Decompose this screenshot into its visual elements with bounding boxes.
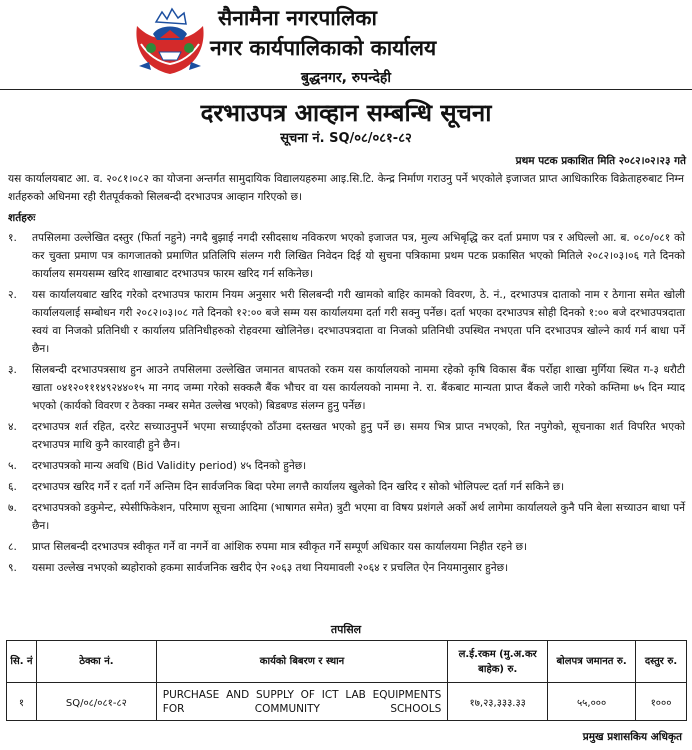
cell-bid-security: ५५,००० — [548, 683, 636, 721]
header-sn: सि. नं — [7, 641, 37, 683]
org-name: सैनामैना नगरपालिका — [218, 6, 377, 30]
header-fee: दस्तुर रु. — [636, 641, 687, 683]
term-item — [8, 361, 685, 415]
term-item — [8, 418, 685, 454]
notice-title: दरभाउपत्र आव्हान सम्बन्धि सूचना — [200, 99, 492, 127]
term-number: ५. — [8, 460, 17, 472]
intro-paragraph: यस कार्यालयबाट आ. व. २०८१।०८२ का योजना अन्तर्गत सामुदायिक विद्यालयहरुमा आइ.सि.टि. केन्द्र निर्माण गराउनु पर्ने भएकोले इजाजत प्राप्त आधिकारिक विक्रेताहरुबाट निम्न शर्तहरुको अधिनमा रही रीतपूर्वकको सिलबन्दी दरभाउपत्र आव्हान गरिएको छ। — [8, 173, 684, 203]
term-number: ७. — [8, 502, 17, 514]
term-item — [8, 478, 685, 496]
header-estimate: ल.ई.रकम (मु.अ.कर बाहेक) रु. — [448, 641, 548, 683]
term-number: ८. — [8, 541, 17, 553]
terms-list — [8, 229, 685, 580]
term-number: ९. — [8, 562, 17, 574]
term-text: यस कार्यालयबाट खरिद गरेको दरभाउपत्र फाराम नियम अनुसार भरी सिलबन्दी गरी खामको बाहिर कामको विवरण, ठे. नं., दरभाउपत्र दाताको नाम र ठेगाना समेत खोली कार्यालयलाई सम्बोधन गरी २०८२।०३।०८ गते दिनको १२:०० बजे सम्म यस कार्यालयमा दर्ता गरी सक्नु पर्नेछ। दर्ता भएका दरभाउपत्र सोही दिनको १:०० बजे दरभाउपत्रदाता स्वयं वा निजको प्रतिनिधी र कार्यालय प्रतिनिधीहरुको रोहवरमा खोलिनेछ। दरभाउपत्रदाता वा निजको प्रतिनिधी उपस्थित नभएता पनि दरभाउपत्र खोल्ने कार्य गर्न बाधा पर्ने छैन। — [32, 289, 685, 355]
table-header-row — [7, 641, 687, 683]
cell-contract-no: SQ/०८/०८१-८२ — [36, 683, 156, 721]
term-text: प्राप्त सिलबन्दी दरभाउपत्र स्वीकृत गर्ने वा नगर्ने वा आंशिक रुपमा मात्र स्वीकृत गर्ने सम्पूर्ण अधिकार यस कार्यालयमा निहीत रहने छ। — [32, 541, 528, 553]
schedule-title: तपसिल — [330, 623, 362, 636]
term-number: १. — [8, 232, 17, 244]
term-item — [8, 559, 685, 577]
term-item — [8, 229, 685, 283]
term-text: दरभाउपत्रको मान्य अवधि (Bid Validity period) ४५ दिनको हुनेछ। — [32, 460, 307, 472]
table-row — [7, 683, 687, 721]
term-item — [8, 286, 685, 358]
cell-sn: १ — [7, 683, 37, 721]
term-number: ६. — [8, 481, 17, 493]
term-number: ४. — [8, 421, 17, 433]
term-number: २. — [8, 289, 17, 301]
term-text: सिलबन्दी दरभाउपत्रसाथ हुन आउने तपसिलमा उल्लेखित जमानत बापतको रकम यस कार्यालयको नाममा रहेको कृषि विकास बैंक पर्रोहा शाखा मुर्गिया स्थित ग-३ धरौटी खाता ०४१२०१११४९२४४०१५ मा नगद जम्मा गरेको सक्कलै बैंक भौचर वा यस कार्यलयको नाममा ने. रा. बैंकबाट मान्यता प्राप्त बैंकले जारी गरेको कम्तिमा ७५ दिन म्याद भएको (कार्यको विवरण र ठेक्का नम्बर समेत उल्लेख भएको) बिडबण्ड संलग्न हुनु पर्नेछ। — [32, 364, 685, 412]
signature-designation: प्रमुख प्रशासकिय अधिकृत — [582, 731, 682, 743]
tender-schedule-table — [6, 640, 687, 721]
government-emblem-icon — [131, 4, 209, 78]
cell-estimate: १७,२३,३३३.३३ — [448, 683, 548, 721]
cell-fee: १००० — [636, 683, 687, 721]
header-bid-security: बोलपत्र जमानत रु. — [548, 641, 636, 683]
term-text: दरभाउपत्र शर्त रहित, दररेट सच्याउनुपर्ने भएमा सच्याईएको ठाँउमा दस्तखत भएको हुनु पर्ने छ। समय भित्र प्राप्त नभएको, रित नपुगेको, सूचनाका शर्त विपरित भएको दरभाउपत्र माथि कुनै कारवाही हुने छैन। — [32, 421, 685, 451]
term-text: यसमा उल्लेख नभएको ब्यहोराको हकमा सार्वजनिक खरीद ऐन २०६३ तथा नियमावली २०६४ र प्रचलित ऐन नियमानुसार हुनेछ। — [32, 562, 509, 574]
header-work: कार्यको बिबरण र स्थान — [156, 641, 447, 683]
publish-date: प्रथम पटक प्रकाशित मिति २०८२।०२।२३ गते — [515, 155, 686, 167]
term-text: तपसिलमा उल्लेखित दस्तुर (फिर्ता नहुने) नगदै बुझाई नगदी रसीदसाथ नविकरण भएको इजाजत पत्र, मुल्य अभिबृद्धि कर दर्ता प्रमाण पत्र र अघिल्लो आ. ब. ०८०/०८१ को कर चुक्ता प्रमाण पत्र कागजातको प्रमाणित प्रतिलिपि संलग्न गरी लिखित निवेदन दिई यो सुचना पत्रिकामा प्रथम पटक प्रकासित भएको मितिले २०८२।०३।०६ गते दिनको कार्यालय समयसम्म खरिद शाखाबाट दरभाउपत्र फारम खरिद गर्न सकिनेछ। — [32, 232, 685, 280]
term-text: दरभाउपत्रको डकुमेन्ट, स्पेसीफिकेशन, परिमाण सूचना आदिमा (भाषागत समेत) त्रुटी भएमा वा विषय प्रशंगले अर्को अर्थ लागेमा कार्यालयले कुनै पनि बेला सच्याउन बाधा पर्ने छैन। — [32, 502, 685, 532]
term-item — [8, 538, 685, 556]
term-item — [8, 457, 685, 475]
header-contract-no: ठेक्का नं. — [36, 641, 156, 683]
office-name: नगर कार्यपालिकाको कार्यालय — [210, 36, 437, 60]
cell-work: PURCHASE AND SUPPLY OF ICT LAB EQUIPMENTS FOR COMMUNITY SCHOOLS — [156, 683, 447, 721]
term-number: ३. — [8, 364, 17, 376]
terms-heading: शर्तहरुः — [8, 212, 36, 224]
header-divider — [0, 89, 692, 90]
term-text: दरभाउपत्र खरिद गर्ने र दर्ता गर्ने अन्तिम दिन सार्वजनिक बिदा परेमा लगत्तै कार्यालय खुलेको दिन खरिद र सोको भोलिपल्ट दर्ता गर्न सकिने छ। — [32, 481, 565, 493]
office-location: बुद्धनगर, रुपन्देही — [301, 70, 391, 86]
letterhead — [0, 0, 692, 92]
notice-number: सूचना नं. SQ/०८/०८१-८२ — [280, 131, 412, 146]
term-item — [8, 499, 685, 535]
